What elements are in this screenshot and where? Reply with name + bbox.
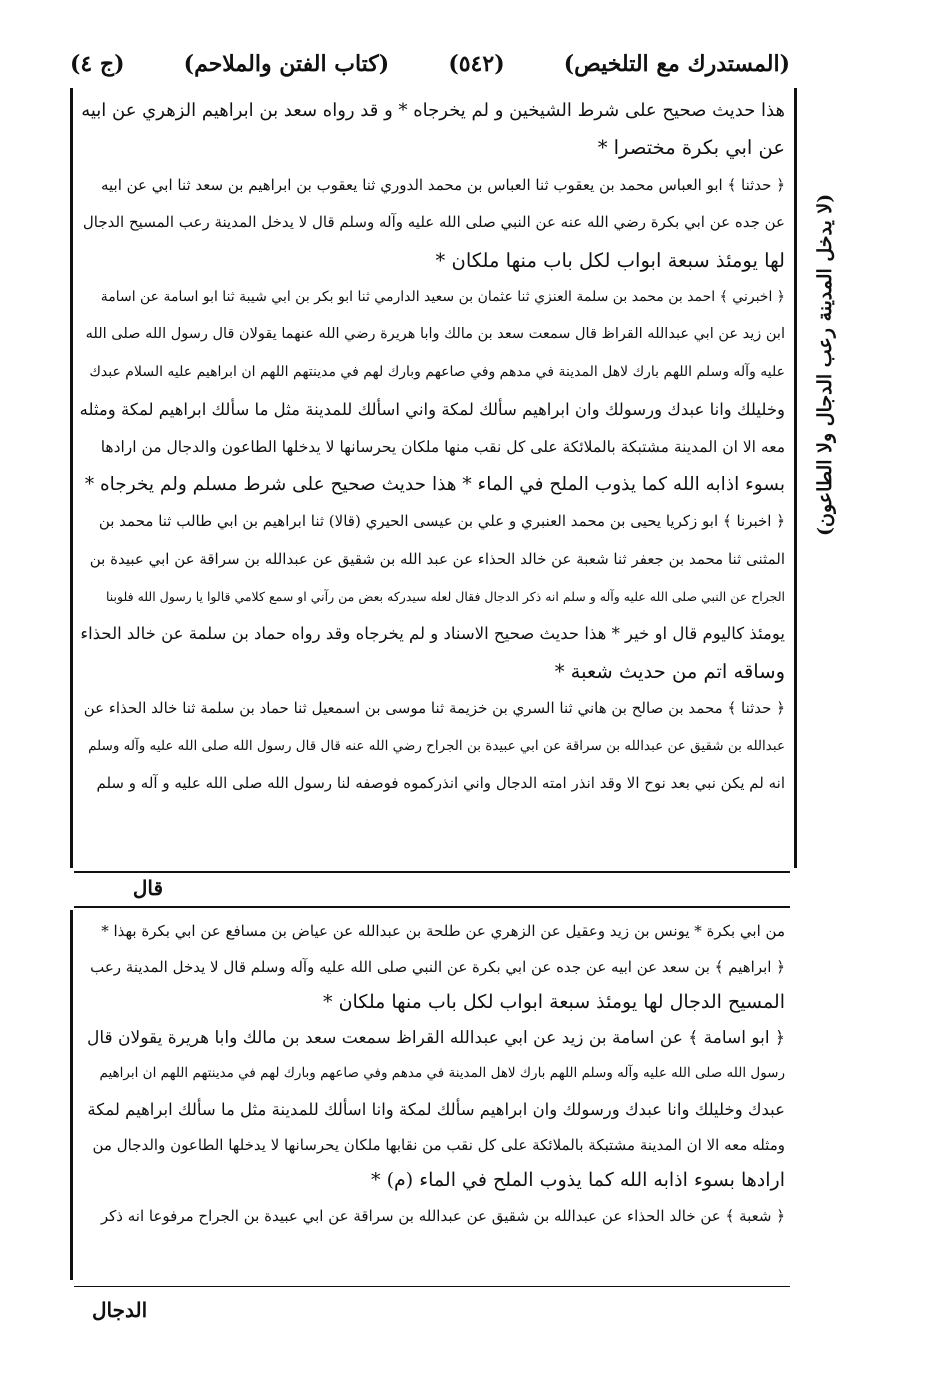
text-line: هذا حديث صحيح على شرط الشيخين و لم يخرجاه * و قد رواه سعد بن ابراهيم الزهري عن ابيه — [81, 100, 785, 121]
hadith-main-text — [80, 92, 785, 802]
margin-note: (لا يدخل المدينة رعب الدجال ولا الطاعون) — [814, 193, 836, 537]
text-line: بسوء اذابه الله كما يذوب الملح في الماء * هذا حديث صحيح على شرط مسلم ولم يخرجاه * — [84, 473, 785, 495]
text-line: معه الا ان المدينة مشتبكة بالملائكة على كل نقب منها ملكان يحرسانها لا يدخلها الطاعون والدجال من ارادها — [100, 437, 785, 456]
text-line: يومئذ كاليوم قال او خير * هذا حديث صحيح الاسناد و لم يخرجاه وقد رواه حماد بن سلمة عن خالد الحذاء — [80, 624, 785, 644]
text-line: ابن زيد عن ابي عبدالله القراظ قال سمعت سعد بن مالك وابا هريرة رضي الله عنهما يقولان قال رسول الله صلى الله — [85, 326, 785, 343]
text-line: ومثله معه الا ان المدينة مشتبكة بالملائكة على كل نقب من نقابها ملكان يحرسانها لا يدخلها الطاعون والدجال من — [92, 1135, 785, 1154]
text-line: ﴿ اخبرني ﴾ احمد بن محمد بن سلمة العنزي ثنا عثمان بن سعيد الدارمي ثنا ابو بكر بن ابي شيبة ثنا ابو اسامة عن اسامة — [100, 288, 785, 305]
page-header — [70, 44, 790, 84]
running-title: (المستدرك مع التلخيص) — [563, 51, 790, 77]
section-divider — [74, 906, 790, 908]
section-divider — [74, 871, 790, 873]
text-line: وساقه اتم من حديث شعبة * — [554, 659, 785, 683]
text-line: انه لم يكن نبي بعد نوح الا وقد انذر امته الدجال واني انذركموه فوصفه لنا رسول الله صلى الله عليه و آله و سلم — [96, 774, 785, 793]
text-line: المثنى ثنا محمد بن جعفر ثنا شعبة عن خالد الحذاء عن عبد الله بن شقيق عن عبدالله بن سراقة عن ابي عبيدة بن — [89, 549, 785, 568]
text-line: المسيح الدجال لها يومئذ سبعة ابواب لكل باب منها ملكان * — [323, 991, 785, 1014]
footer-catchword: الدجال — [92, 1298, 148, 1322]
qal-label: قال — [132, 876, 163, 900]
talkhis-summary-text — [80, 914, 785, 1234]
text-line: عبدالله بن شقيق عن عبدالله بن سراقة عن ابي عبيدة بن الجراح رضي الله عنه قال قال رسول الله صلى الله عليه وآله وسلم — [88, 737, 785, 754]
text-line: ﴿ اخبرنا ﴾ ابو زكريا يحيى بن محمد العنبري و علي بن عيسى الحيري (قالا) ثنا ابراهيم بن ابي طالب ثنا محمد بن — [98, 512, 785, 531]
text-line: ارادها بسوء اذابه الله كما يذوب الملح في الماء (م) * — [371, 1169, 785, 1192]
footer-divider — [74, 1286, 790, 1287]
text-line: ﴿ ابو اسامة ﴾ عن اسامة بن زيد عن ابي عبدالله القراظ سمعت سعد بن مالك وابا هريرة يقولان قال — [86, 1027, 785, 1048]
text-line: لها يومئذ سبعة ابواب لكل باب منها ملكان * — [435, 248, 785, 272]
text-line: الجراح عن النبي صلى الله عليه وآله و سلم انه ذكر الدجال فقال لعله سيدركه بعض من رآني او سمع كلامي قالوا يا رسول الله فلوبنا — [105, 589, 785, 605]
text-line: ﴿ شعبة ﴾ عن خالد الحذاء عن عبدالله بن شقيق عن عبدالله بن سراقة عن ابي عبيدة بن الجراح مرفوعا انه ذكر — [100, 1206, 785, 1225]
text-line: عبدك وخليلك وانا عبدك ورسولك وان ابراهيم سألك لمكة وانا اسألك للمدينة مثل ما سألك ابراهيم لمكة — [87, 1099, 785, 1119]
text-line: ﴿ ابراهيم ﴾ بن سعد عن ابيه عن جده عن ابي بكرة عن النبي صلى الله عليه وآله وسلم قال لا يدخل المدينة رعب — [90, 957, 785, 976]
text-line: عن جده عن ابي بكرة رضي الله عنه عن النبي صلى الله عليه وآله وسلم قال لا يدخل المدينة رعب المسيح الدجال — [82, 213, 785, 232]
volume-label: (ج ٤) — [70, 51, 125, 77]
book-title: (كتاب الفتن والملاحم) — [183, 51, 390, 77]
text-line: وخليلك وانا عبدك ورسولك وان ابراهيم سألك لمكة واني اسألك للمدينة مثل ما سألك ابراهيم لمكة ومثله — [80, 400, 785, 420]
text-line: رسول الله صلى الله عليه وآله وسلم اللهم بارك لاهل المدينة في مدهم وفي صاعهم وبارك لهم في مدينتهم اللهم ان ابراهيم — [99, 1065, 785, 1082]
text-line: من ابي بكرة * يونس بن زيد وعقيل عن الزهري عن طلحة بن عبدالله عن عياض بن مسافع عن ابي بكرة بهذا * — [101, 922, 785, 940]
text-line: ﴿ حدثنا ﴾ ابو العباس محمد بن يعقوب ثنا العباس بن محمد الدوري ثنا يعقوب بن ابراهيم بن سعد ثنا ابي عن ابيه — [100, 175, 785, 194]
page-number: (٥٤٢) — [448, 51, 505, 77]
text-line: عن ابي بكرة مختصرا * — [597, 136, 785, 160]
text-line: عليه وآله وسلم اللهم بارك لاهل المدينة في مدهم وفي صاعهم وبارك لهم في مدينتهم اللهم ان ابراهيم عليه السلام عبدك — [89, 363, 785, 380]
text-line: ﴿ حدثنا ﴾ محمد بن صالح بن هاني ثنا السري بن خزيمة ثنا موسى بن اسمعيل ثنا حماد بن سلمة ثنا خالد الحذاء عن — [83, 699, 785, 718]
